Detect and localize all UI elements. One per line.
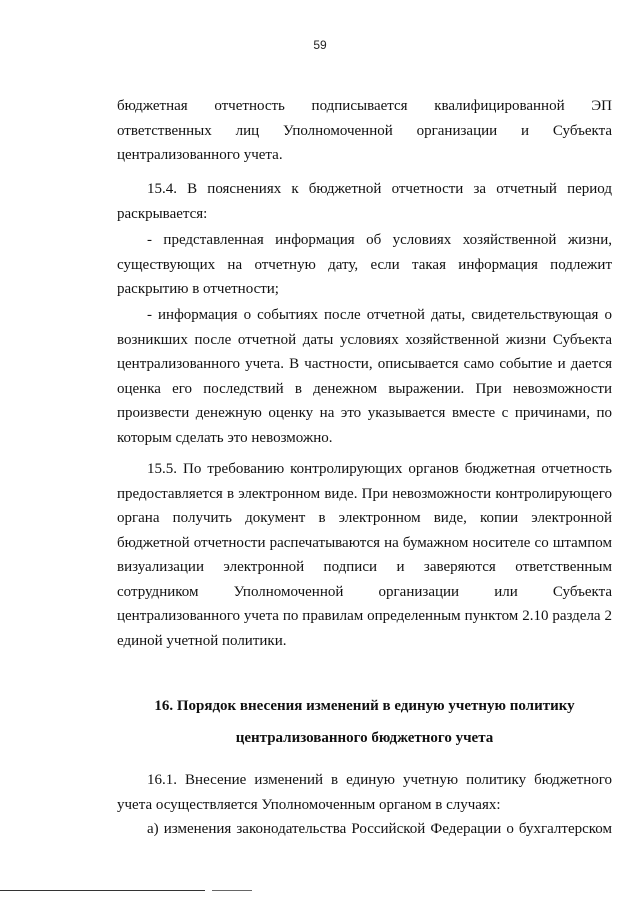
text-line: ответственных лиц Уполномоченной организации и Субъекта — [117, 122, 612, 139]
text-line: учета осуществляется Уполномоченным органом в случаях: — [117, 796, 501, 813]
paragraph-signature — [117, 94, 612, 168]
text-line: произвести денежную оценку на это указывается вместе с причинами, по — [117, 405, 612, 421]
text-line: централизованного учета. В частности, описывается само событие и дается — [117, 356, 612, 372]
text-line: оценка его последствий в денежном выражении. При невозможности — [117, 380, 612, 397]
paragraph-15-4 — [117, 177, 612, 226]
text-line: раскрытию в отчетности; — [117, 281, 279, 297]
text-line: сотрудником Уполномоченной организации или Субъекта — [117, 583, 612, 600]
text-line: - представленная информация об условиях хозяйственной жизни, — [147, 232, 612, 248]
bottom-rule — [0, 890, 205, 891]
text-line: бюджетная отчетность подписывается квалифицированной ЭП — [117, 98, 612, 114]
text-line: возникших после отчетной даты условиях хозяйственной жизни Субъекта — [117, 331, 612, 348]
section-heading — [117, 690, 612, 754]
text-line: единой учетной политики. — [117, 632, 287, 649]
list-item-events — [117, 303, 612, 450]
text-line: 15.4. В пояснениях к бюджетной отчетности за отчетный период — [147, 181, 612, 197]
section-heading-line-2: централизованного бюджетного учета — [235, 730, 494, 746]
list-item-a — [117, 817, 612, 842]
text-line: которым сделать это невозможно. — [117, 429, 333, 446]
text-line: раскрывается: — [117, 205, 208, 222]
text-line: бюджетной отчетности распечатываются на бумажном носителе со штампом — [117, 534, 612, 551]
page-number: 59 — [313, 38, 327, 52]
text-line: предоставляется в электронном виде. При невозможности контролирующего — [117, 485, 612, 502]
paragraph-15-5 — [117, 457, 612, 653]
paragraph-16-1 — [117, 768, 612, 817]
text-line: существующих на отчетную дату, если такая информация подлежит — [117, 256, 612, 273]
text-line: а) изменения законодательства Российской Федерации о бухгалтерском — [147, 821, 612, 837]
text-line: 15.5. По требованию контролирующих органов бюджетная отчетность — [147, 461, 612, 477]
text-line: централизованного учета. — [117, 147, 283, 163]
bottom-rule-segment — [212, 890, 252, 891]
text-line: - информация о событиях после отчетной даты, свидетельствующая о — [147, 307, 612, 323]
text-line: визуализации электронной подписи и заверяются ответственным — [117, 559, 612, 575]
text-line: органа получить документ в электронном виде, копии электронной — [117, 510, 612, 526]
list-item-conditions — [117, 228, 612, 302]
section-heading-line-1: 16. Порядок внесения изменений в единую учетную политику — [154, 698, 575, 714]
text-line: 16.1. Внесение изменений в единую учетную политику бюджетного — [147, 772, 612, 788]
text-line: централизованного учета по правилам определенным пунктом 2.10 раздела 2 — [117, 608, 612, 624]
